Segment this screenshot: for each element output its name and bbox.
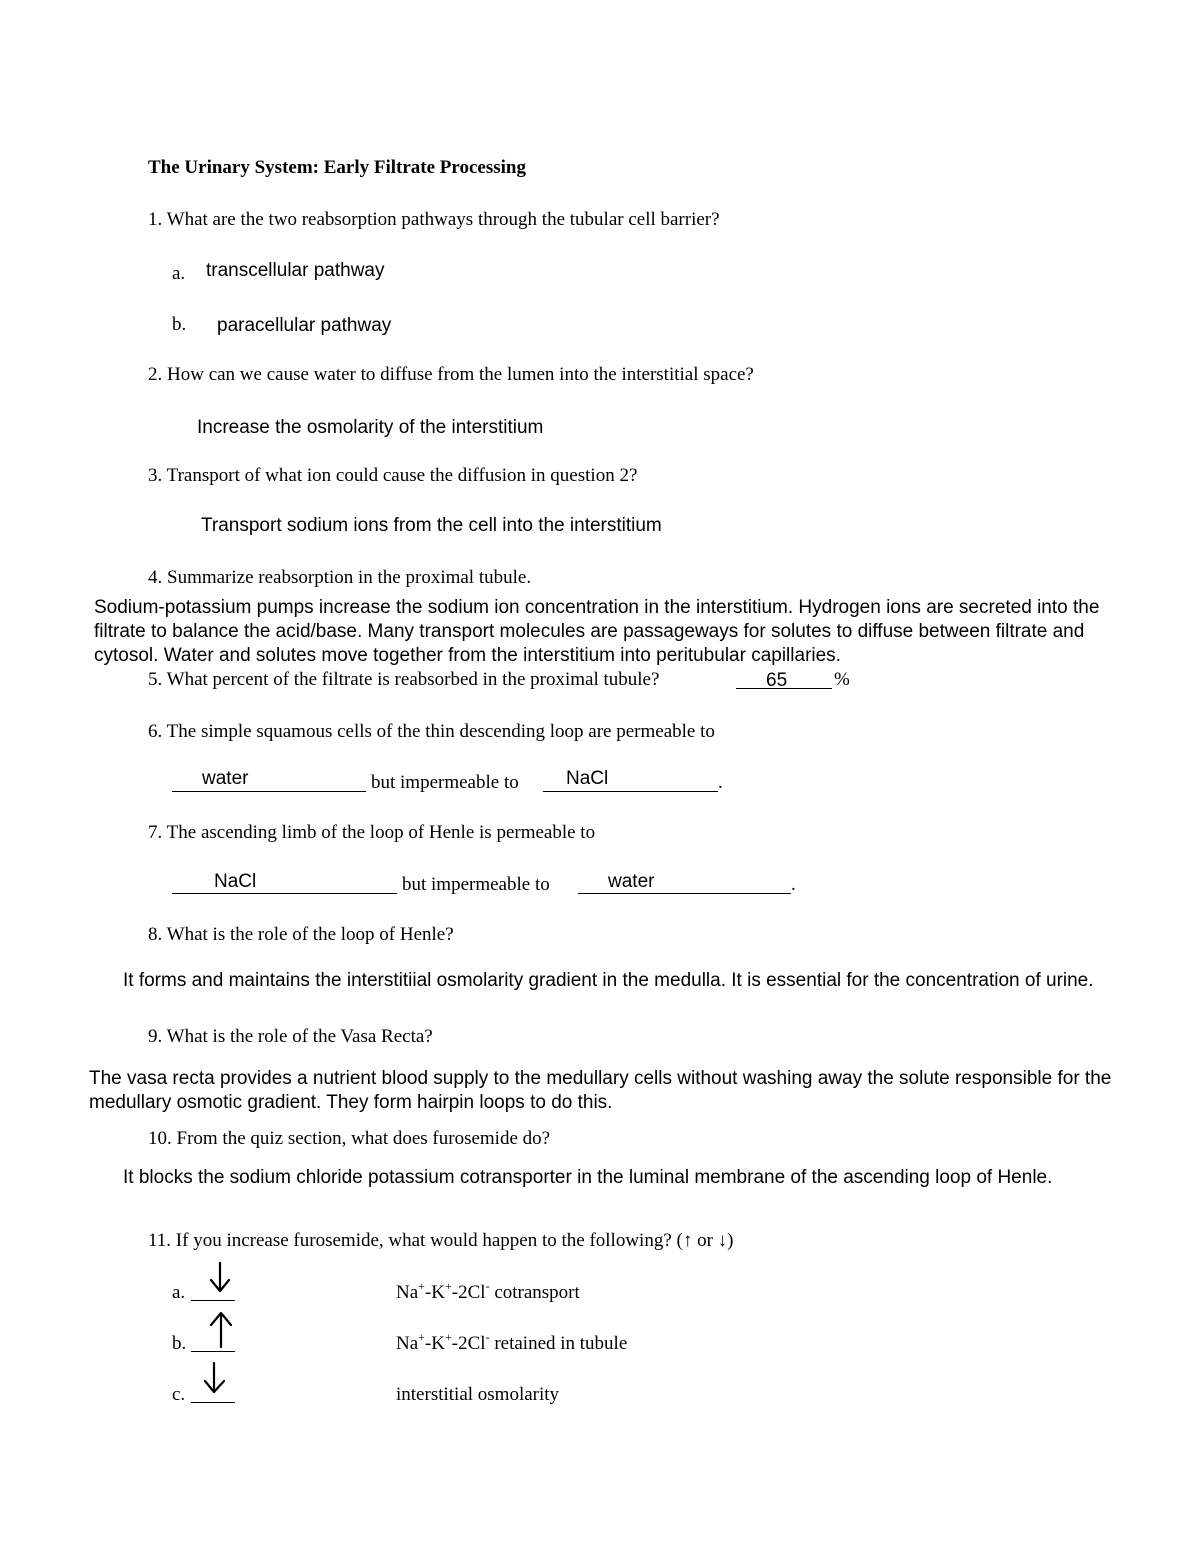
- question-1: 1. What are the two reabsorption pathways through the tubular cell barrier?: [148, 209, 720, 230]
- question-4: 4. Summarize reabsorption in the proximal tubule.: [148, 567, 532, 588]
- q5-answer: 65: [766, 670, 788, 691]
- question-2: 2. How can we cause water to diffuse from the lumen into the interstitial space?: [148, 364, 754, 385]
- q11-a-label: a.: [172, 1282, 186, 1303]
- q11-c-text: interstitial osmolarity: [396, 1384, 560, 1405]
- q1-b-answer: paracellular pathway: [217, 315, 392, 336]
- q7-middle-text: but impermeable to: [402, 874, 550, 895]
- q11-c-down-arrow-icon: [200, 1360, 230, 1396]
- question-10: 10. From the quiz section, what does furosemide do?: [148, 1128, 551, 1149]
- question-11: 11. If you increase furosemide, what would happen to the following? (↑ or ↓): [148, 1230, 734, 1251]
- q9-answer: The vasa recta provides a nutrient blood supply to the medullary cells without washing away the solute responsible for the medullary osmotic gradient. They form hairpin loops to do this.: [89, 1068, 1112, 1113]
- question-6: 6. The simple squamous cells of the thin descending loop are permeable to: [148, 721, 715, 742]
- q1-a-answer: transcellular pathway: [206, 260, 385, 281]
- question-9: 9. What is the role of the Vasa Recta?: [148, 1026, 433, 1047]
- question-7: 7. The ascending limb of the loop of Henle is permeable to: [148, 822, 596, 843]
- q1-b-label: b.: [172, 314, 187, 335]
- q6-answer-2: NaCl: [566, 768, 609, 789]
- q6-answer-1: water: [202, 768, 249, 789]
- q4-answer: Sodium-potassium pumps increase the sodium ion concentration in the interstitium. Hydrogen ions are secreted into the filtrate to balance the acid/base. Many transport molecules are passageways for solutes to diffuse between filtrate and cytosol. Water and solutes move together from the interstitium into peritubular capillaries.: [94, 597, 1100, 666]
- q11-b-label: b.: [172, 1333, 187, 1354]
- q7-answer-1: NaCl: [214, 871, 257, 892]
- q1-a-label: a.: [172, 263, 186, 284]
- q7-answer-2: water: [608, 871, 655, 892]
- question-5: 5. What percent of the filtrate is reabsorbed in the proximal tubule?: [148, 669, 660, 690]
- question-3: 3. Transport of what ion could cause the diffusion in question 2?: [148, 465, 638, 486]
- q11-b-text: Na+-K+-2Cl- retained in tubule: [396, 1330, 628, 1354]
- q5-suffix: %: [834, 669, 850, 690]
- q3-answer: Transport sodium ions from the cell into the interstitium: [201, 515, 662, 536]
- q6-end: .: [718, 772, 723, 793]
- q11-c-label: c.: [172, 1384, 186, 1405]
- q10-answer: It blocks the sodium chloride potassium cotransporter in the luminal membrane of the ascending loop of Henle.: [123, 1167, 1053, 1188]
- worksheet-title: The Urinary System: Early Filtrate Processing: [148, 157, 526, 178]
- q11-a-down-arrow-icon: [206, 1260, 234, 1296]
- q7-blank-1: [172, 870, 397, 894]
- q7-end: .: [791, 874, 796, 895]
- q11-a-text: Na+-K+-2Cl- cotransport: [396, 1279, 580, 1303]
- q6-middle-text: but impermeable to: [371, 772, 519, 793]
- q11-b-up-arrow-icon: [206, 1310, 236, 1350]
- q2-answer: Increase the osmolarity of the interstitium: [197, 417, 544, 438]
- question-8: 8. What is the role of the loop of Henle?: [148, 924, 454, 945]
- q8-answer: It forms and maintains the interstitiial osmolarity gradient in the medulla. It is essential for the concentration of urine.: [123, 970, 1094, 991]
